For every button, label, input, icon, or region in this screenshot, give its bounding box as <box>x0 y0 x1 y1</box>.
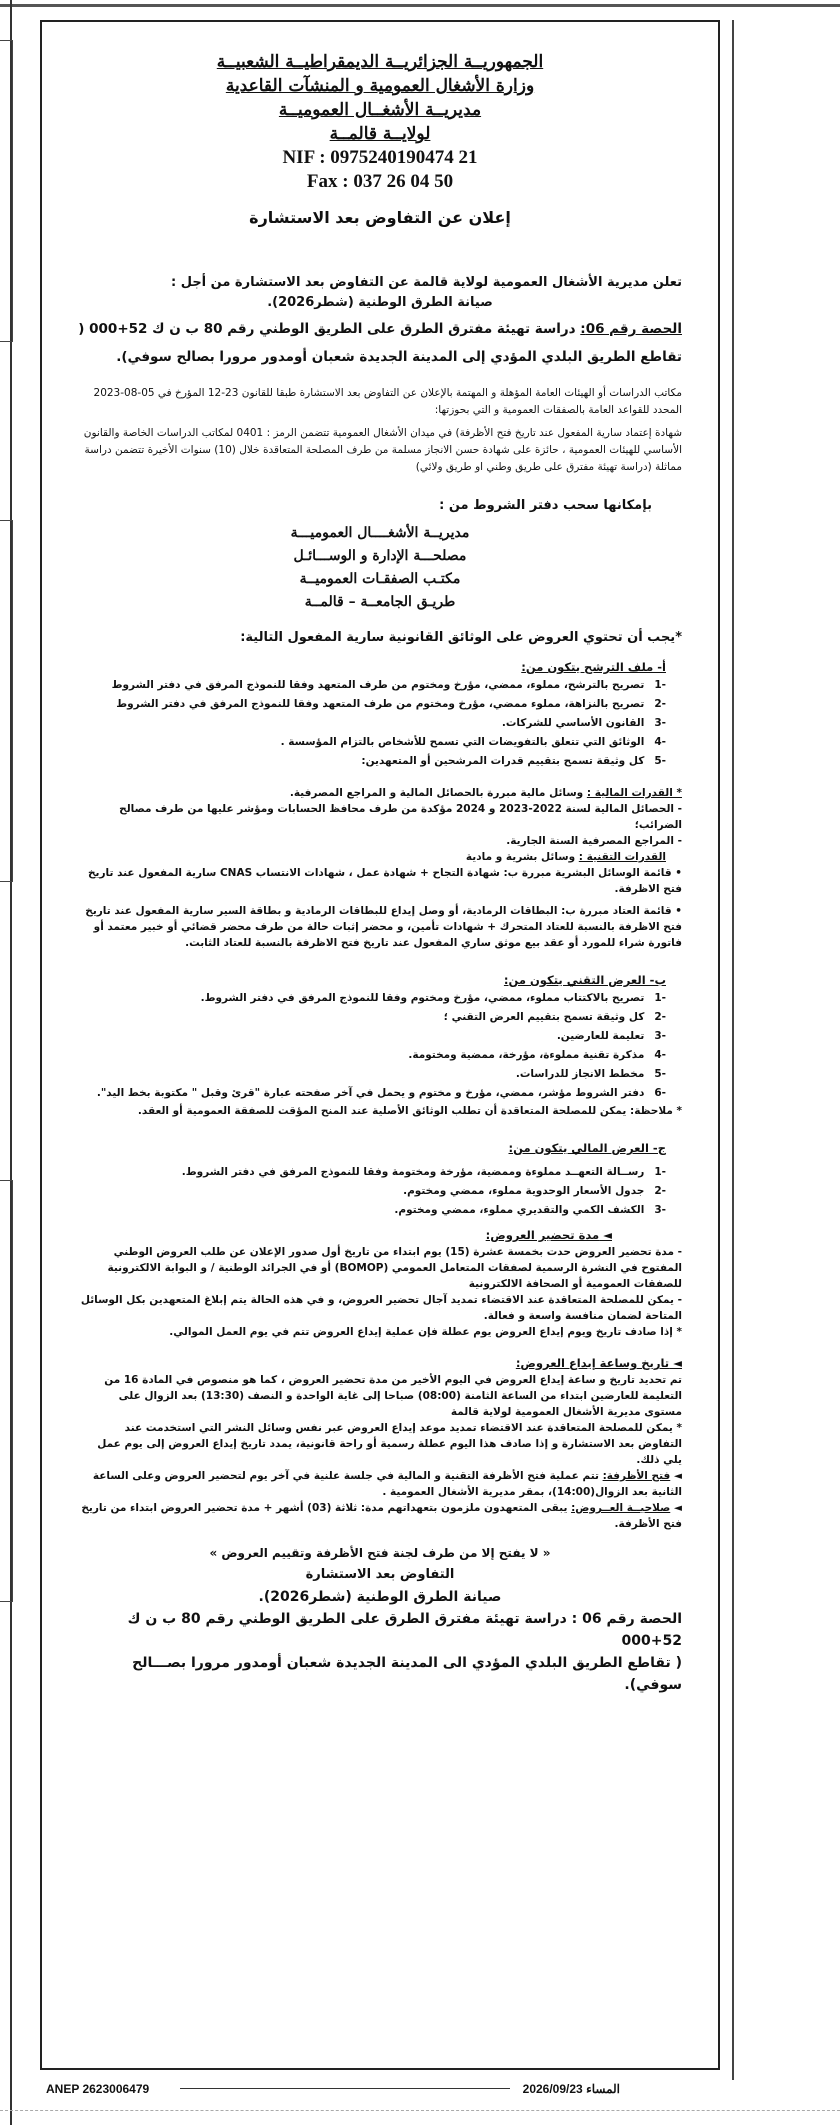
technical-note: * ملاحظة: يمكن للمصلحة المتعاقدة أن تطلب الوثائق الأصلية عند المنح المؤقت للصفقة العمومية أو العقد. <box>137 1105 682 1117</box>
right-column-rule <box>732 20 734 2080</box>
withdraw-title: بإمكانها سحب دفتر الشروط من : <box>439 498 652 513</box>
top-border-line <box>0 4 840 7</box>
closing-lot: الحصة رقم 06 : دراسة تهيئة مفترق الطرق على الطريق الوطني رقم 80 ب ن ك 52+000 <box>127 1611 682 1649</box>
technical-offer-list <box>78 989 682 1103</box>
closing-procedure: التفاوض بعد الاستشارة <box>305 1567 455 1582</box>
holiday-note: * إذا صادف تاريخ ويوم إيداع العروض يوم عطلة فإن عملية إيداع العروض تتم في يوم العمل الموالي. <box>169 1326 682 1338</box>
lot-description <box>78 315 682 371</box>
directorate-line: مديريــة الأشغــال العموميــة <box>278 100 482 120</box>
financial-offer-list <box>78 1163 682 1220</box>
extension-paragraph: - يمكن للمصلحة المتعاقدة عند الاقتضاء تمديد آجال تحضير العروض، و في هذه الحالة يتم إبلاغ المتعهدين بكل الوسائل المتاحة لضمان منافسة واسعة و فعالة. <box>80 1294 682 1322</box>
list-item: -3 القانون الأساسي للشركات. <box>501 717 666 729</box>
list-item: -2 جدول الأسعار الوحدوية مملوء، ممضي ومختوم. <box>403 1185 666 1197</box>
address-line: طريـق الجامعــة – قالمــة <box>304 594 456 610</box>
left-fragment-box <box>0 1180 13 1602</box>
duration-heading: ◄ مدة تحضير العروض: <box>485 1228 612 1242</box>
bank-references: - المراجع المصرفية السنة الجارية. <box>506 835 682 847</box>
intro-line: تعلن مديرية الأشغال العمومية لولاية قالمة عن التفاوض بعد الاستشارة من أجل : <box>170 275 682 290</box>
financial-statements: - الحصائل المالية لسنة 2022-2023 و 2024 مؤكدة من طرف محافظ الحسابات ومؤشر عليها من طرف مصالح الضرائب؛ <box>119 803 682 831</box>
offers-intro: *يجب أن تحتوي العروض على الوثائق القانونية سارية المفعول التالية: <box>240 630 682 645</box>
list-item: -3 تعليمة للعارضين. <box>556 1030 666 1042</box>
fax-number: Fax : 037 26 04 50 <box>306 171 454 192</box>
financial-capacity: * القدرات المالية : وسائل مالية مبررة بالحصائل المالية و المراجع المصرفية. <box>289 787 682 799</box>
financial-offer-heading: ج- العرض المالي يتكون من: <box>508 1141 666 1155</box>
deposit-heading: ◄ تاريخ وساعة إيداع العروض: <box>515 1356 682 1370</box>
list-item: -6 دفتر الشروط مؤشر، ممضي، مؤرخ و مختوم و يحمل في آخر صفحته عبارة "قرئ وقبل " مكتوبة بخط اليد". <box>96 1087 666 1099</box>
certificate-paragraph: شهادة إعتماد سارية المفعول عند تاريخ فتح الأظرفة) في ميدان الأشغال العمومية تتضمن الرمز : 0401 لمكاتب الدراسات الخاصة والقانون الأساسي للهيئات العمومية ، حائزة على شهادة حسن الانجاز مسلمة من طرف المصلحة المتعاقدة خلال (10) سنوات الأخيرة تتضمن دراسة مماثلة (دراسة تهيئة مفترق على طريق وطني او طريق ولائي) <box>83 427 682 473</box>
equipment-item: • قائمة العتاد مبررة ب: البطاقات الرمادية، أو وصل إيداع للبطاقات الرمادية و بطاقة السير سارية المفعول عند تاريخ فتح الاظرفة بالنسبة للعتاد المتحرك + شهادات تأمين، و محضر إثبات حالة من طرف محضر قضائي أو خبير معتمد أو فاتورة شراء للمورد أو عقد بيع موثق ساري المفعول عند تاريخ فتح الاظرفة بالنسبة للعتاد الثابت. <box>85 905 682 949</box>
candidature-heading: أ- ملف الترشح يتكون من: <box>521 660 666 674</box>
republic-line: الجمهوريــة الجزائريــة الديمقراطيــة الشعبيــة <box>216 52 544 72</box>
address-line: مكتـب الصفقـات العموميــة <box>299 571 461 587</box>
list-item: -4 مذكرة تقنية مملوءة، مؤرخة، ممضية ومختومة. <box>408 1049 666 1061</box>
ministry-line: وزارة الأشغال العمومية و المنشآت القاعدية <box>225 76 535 96</box>
technical-offer-heading: ب- العرض التقني يتكون من: <box>503 973 666 987</box>
technical-capacity: القدرات التقنية : وسائل بشرية و مادية <box>465 851 666 863</box>
address-line: مديريــة الأشغــــال العموميـــة <box>290 525 470 541</box>
publication-date: 2026/09/23 المساء <box>522 2082 620 2096</box>
deposit-extension: * يمكن للمصلحة المتعاقدة عند الاقتضاء تمديد موعد إيداع العروض عبر نفس وسائل النشر التي استخدمت عند التفاوض بعد الاستشارة و إذا صادف هذا اليوم عطلة رسمية أو راحة قانونية، يمدد تاريخ إيداع العروض إلى يوم عمل يلي ذلك. <box>97 1422 682 1466</box>
address-line: مصلحـــة الإدارة و الوســـائـل <box>293 548 467 564</box>
project-title: صيانة الطرق الوطنية (شطر2026). <box>267 295 493 310</box>
validity-paragraph: ◄ صلاحيــة العــروض: يبقى المتعهدون ملزمون بتعهداتهم مدة: ثلاثة (03) أشهر + مدة تحضير العروض ابتداء من تاريخ فتح الأظرفة. <box>81 1502 682 1530</box>
list-item: -2 تصريح بالنزاهة، مملوء ممضي، مؤرخ ومختوم من طرف المتعهد وفقا للنموذج المرفق في دفتر الشروط <box>116 698 666 710</box>
nif-number: NIF : 0975240190474 21 <box>282 147 478 168</box>
human-resources-item: • قائمة الوسائل البشرية مبررة ب: شهادة التجاح + شهادة عمل ، شهادات الانتساب CNAS سارية المفعول عند تاريخ فتح الاظرفة. <box>87 867 682 895</box>
list-item: -5 مخطط الانجاز للدراسات. <box>515 1068 666 1080</box>
wilaya-line: لولايــة قالمــة <box>329 124 431 144</box>
list-item: -1 تصريح بالترشح، مملوء، ممضي، مؤرخ ومختوم من طرف المتعهد وفقا للنموذج المرفق في دفتر الشروط <box>111 679 666 691</box>
candidature-list <box>78 676 682 771</box>
opening-paragraph: ◄ فتح الأظرفة: تتم عملية فتح الأظرفة التقنية و المالية في جلسة علنية في آخر يوم لتحضير العروض وعلى الساعة الثانية بعد الزوال(14:00)، بمقر مديرية الأشغال العمومية . <box>92 1470 682 1498</box>
lot-text: دراسة تهيئة مفترق الطرق على الطريق الوطني رقم 80 ب ن ك 52+000 ( تقاطع الطريق البلدي المؤدي إلى المدينة الجديدة شعبان أومدور مرورا بصالح سوفي). <box>78 321 682 365</box>
envelope-notice: « لا يفتح إلا من طرف لجنة فتح الأظرفة وتقييم العروض » <box>209 1546 551 1560</box>
lot-label: الحصة رقم 06: <box>580 321 682 337</box>
left-fragment-box <box>0 40 13 342</box>
withdraw-address <box>78 522 682 614</box>
list-item: -5 كل وثيقة تسمح بتقييم قدرات المرشحين أو المتعهدين: <box>361 755 666 767</box>
list-item: -2 كل وثيقة تسمح بتقييم العرض التقني ؛ <box>443 1011 666 1023</box>
eligibility-paragraph: مكاتب الدراسات أو الهيئات العامة المؤهلة و المهتمة بالإعلان عن التفاوض بعد الاستشارة طبقا للقانون 23-12 المؤرخ في 05-08-2023 المحدد للقواعد العامة بالصفقات العمومية و التي بحوزتها: <box>93 387 682 416</box>
footer-rule <box>180 2088 510 2089</box>
list-item: -1 تصريح بالاكتتاب مملوء، ممضي، مؤرخ ومختوم وفقا للنموذج المرفق في دفتر الشروط. <box>200 992 666 1004</box>
left-fragment-box <box>0 520 13 882</box>
list-item: -1 رســالة التعهــد مملوءة وممضية، مؤرخة ومختومة وفقا للنموذج المرفق في دفتر الشروط. <box>181 1166 666 1178</box>
list-item: -4 الوثائق التي تتعلق بالتفويضات التي تسمح للأشخاص بالتزام المؤسسة . <box>280 736 666 748</box>
closing-project: صيانة الطرق الوطنية (شطر2026). <box>258 1589 502 1605</box>
header-block <box>78 50 682 194</box>
notice-title: إعلان عن التفاوض بعد الاستشارة <box>249 208 511 227</box>
footer-bar <box>40 2078 720 2102</box>
announcement-page <box>40 20 720 2070</box>
closing-lot-detail: ( تقاطع الطريق البلدي المؤدي الى المدينة الجديدة شعبان أومدور مرورا بصـــالح سوفي). <box>132 1655 682 1693</box>
list-item: -3 الكشف الكمي والتقديري مملوء، ممضي ومختوم. <box>394 1204 666 1216</box>
duration-paragraph: - مدة تحضير العروض حدت بخمسة عشرة (15) يوم ابتداء من تاريخ أول صدور الإعلان عن طلب العروض الوطني المفتوح في النشرة الرسمية لصفقات المتعامل العمومي (BOMOP) أو في الجرائد الوطنية / و البوابة الالكترونية للصفقات العمومية أو الصحافة الالكترونية <box>107 1246 682 1290</box>
anep-reference: ANEP 2623006479 <box>46 2082 150 2096</box>
deposit-paragraph: تم تحديد تاريخ و ساعة إيداع العروض في اليوم الأخير من مدة تحضير العروض ، كما هو منصوص في المادة 16 من التعليمة للعارضين ابتداء من الساعة الثامنة (08:00) صباحا إلى غاية الواحدة و النصف (13:30) بعد الزوال على مستوى مديرية الأشغال العمومية لولاية قالمة <box>104 1374 682 1418</box>
bottom-dotted-line <box>0 2110 840 2111</box>
